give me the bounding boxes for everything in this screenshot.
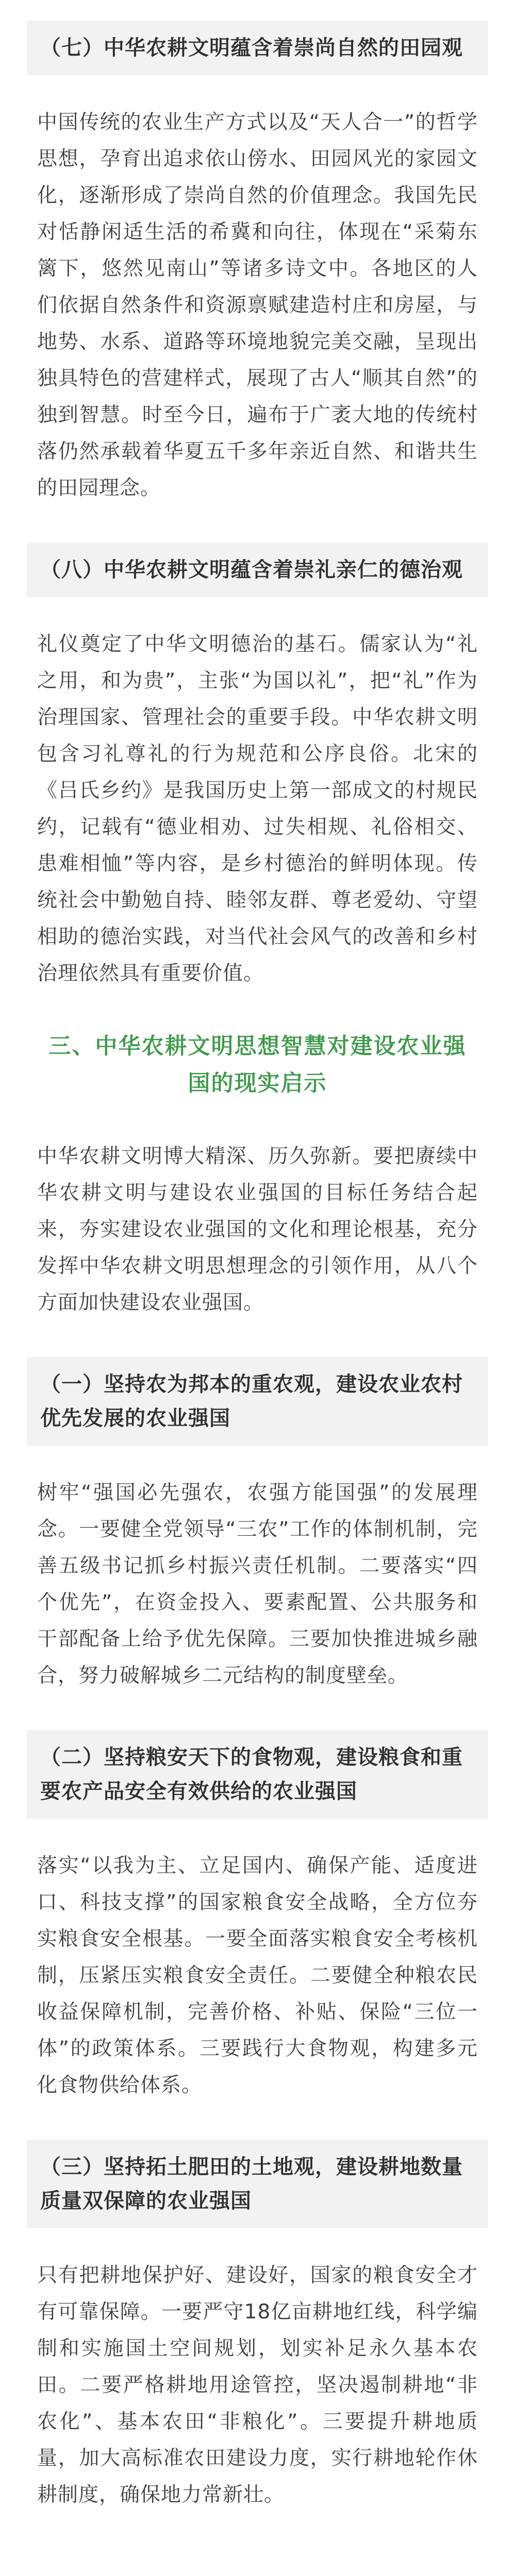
section-7-paragraph: 中国传统的农业生产方式以及“天人合一”的哲学思想，孕育出追求依山傍水、田园风光的家园文化，逐渐形成了崇尚自然的价值理念。我国先民对恬静闲适生活的希冀和向往，体现在“采菊东篱下，悠然见南山”等诸多诗文中。各地区的人们依据自然条件和资源禀赋建造村庄和房屋，与地势、水系、道路等环境地貌完美交融，呈现出独具特色的营建样式，展现了古人“顺其自然”的独到智慧。时至今日，遍布于广袤大地的传统村落仍然承载着华夏五千多年亲近自然、和谐共生的田园理念。 — [37, 111, 478, 500]
section-7-heading: （七）中华农耕文明蕴含着崇尚自然的田园观 — [27, 21, 488, 75]
item-3 — [27, 2140, 488, 2228]
item-1-body: 树牢“强国必先强农，农强方能国强”的发展理念。一要健全党领导“三农”工作的体制机制，完善五级书记抓乡村振兴责任机制。二要落实“四个优先”，在资金投入、要素配置、公共服务和干部配备上给予优先保障。三要加快推进城乡融合，努力破解城乡二元结构的制度壁垒。 — [37, 1481, 478, 1687]
part-three-intro: 中华农耕文明博大精深、历久弥新。要把赓续中华农耕文明与建设农业强国的目标任务结合起来，夯实建设农业强国的文化和理论根基，充分发挥中华农耕文明思想理念的引领作用，从八个方面加快建设农业强国。 — [37, 1145, 478, 1314]
section-8 — [27, 543, 488, 597]
item-1-heading: （一）坚持农为邦本的重农观，建设农业农村优先发展的农业强国 — [27, 1357, 488, 1446]
item-2 — [27, 1730, 488, 1819]
section-8-paragraph: 礼仪奠定了中华文明德治的基石。儒家认为“礼之用，和为贵”，主张“为国以礼”，把“礼”作为治理国家、管理社会的重要手段。中华农耕文明包含习礼尊礼的行为规范和公序良俗。北宋的《吕氏乡约》是我国历史上第一部成文的村规民约，记载有“德业相劝、过失相规、礼俗相交、患难相恤”等内容，是乡村德治的鲜明体现。传统社会中勤勉自持、睦邻友群、尊老爱幼、守望相助的德治实践，对当代社会风气的改善和乡村治理依然具有重要价值。 — [37, 633, 478, 985]
item-2-body: 落实“以我为主、立足国内、确保产能、适度进口、科技支撑”的国家粮食安全战略，全方位夯实粮食安全根基。一要全面落实粮食安全考核机制，压紧压实粮食安全责任。二要健全种粮农民收益保障机制，完善价格、补贴、保险“三位一体”的政策体系。三要践行大食物观，构建多元化食物供给体系。 — [37, 1854, 478, 2097]
part-three-title: 三、中华农耕文明思想智慧对建设农业强国的现实启示 — [48, 1033, 467, 1096]
section-7 — [27, 21, 488, 75]
section-8-heading: （八）中华农耕文明蕴含着崇礼亲仁的德治观 — [27, 543, 488, 597]
item-3-body: 只有把耕地保护好、建设好，国家的粮食安全才有可靠保障。一要严守18亿亩耕地红线，科学编制和实施国土空间规划，划实补足永久基本农田。二要严格耕地用途管控，坚决遏制耕地“非农化”、基本农田“非粮化”。三要提升耕地质量，加大高标准农田建设力度，实行耕地轮作休耕制度，确保地力常新壮。 — [37, 2264, 478, 2506]
item-3-heading: （三）坚持拓土肥田的土地观，建设耕地数量质量双保障的农业强国 — [27, 2140, 488, 2228]
item-1 — [27, 1357, 488, 1446]
item-2-heading: （二）坚持粮安天下的食物观，建设粮食和重要农产品安全有效供给的农业强国 — [27, 1730, 488, 1819]
